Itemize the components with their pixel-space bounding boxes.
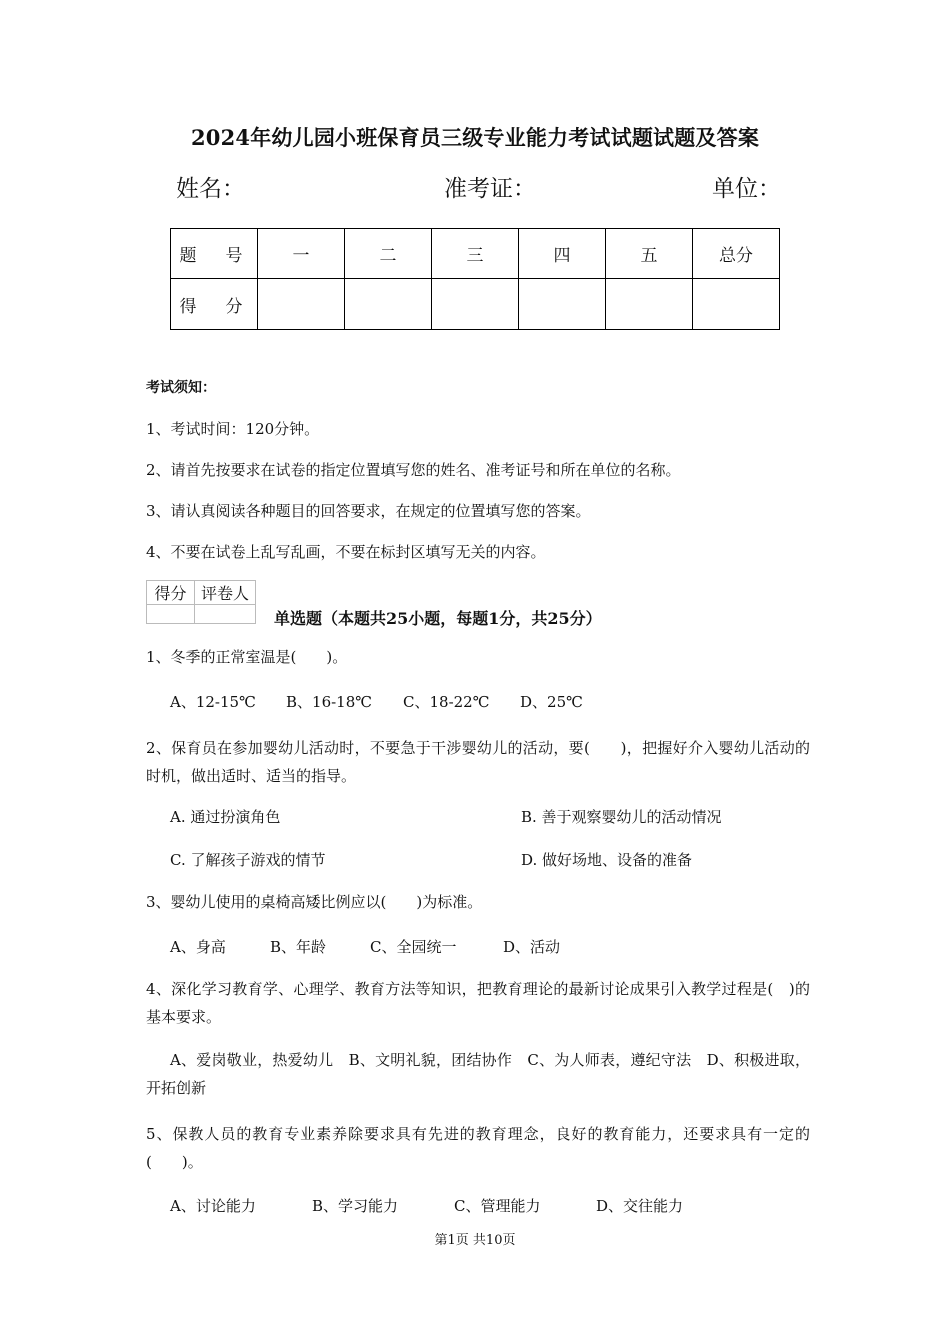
option: C. 了解孩子游戏的情节 [170,851,326,869]
question-stem: 5、保教人员的教育专业素养除要求具有先进的教育理念，良好的教育能力，还要求具有一定的( )。 [146,1125,810,1171]
question-stem: 4、深化学习教育学、心理学、教育方法等知识，把教育理论的最新讨论成果引入教学过程是( )的基本要求。 [146,980,810,1026]
score-table-cell: 一 [258,229,345,279]
score-table-score-row [171,279,780,330]
score-input-cell[interactable] [519,279,606,330]
option: A、身高 [170,938,226,956]
score-table-cell: 四 [519,229,606,279]
grader-box [146,580,256,624]
page-title: 2024年幼儿园小班保育员三级专业能力考试试题试题及答案 [190,125,760,150]
score-table-cell: 二 [345,229,432,279]
notice-item: 1、考试时间：120分钟。 [146,420,320,438]
notice-title: 考试须知： [146,380,216,396]
option: B、16-18℃ [286,693,373,711]
option: B、学习能力 [312,1197,399,1215]
exam-id-label: 准考证： [444,176,536,202]
option: A、讨论能力 [170,1197,256,1215]
score-input-cell[interactable] [606,279,693,330]
score-input-cell[interactable] [693,279,780,330]
score-table-cell: 五 [606,229,693,279]
score-table-cell: 题 号 [171,229,258,279]
option: C、全园统一 [370,938,457,956]
question-options: A、爱岗敬业，热爱幼儿 B、文明礼貌，团结协作 C、为人师表，遵纪守法 D、积极进取，开拓创新 [146,1051,810,1097]
score-row-label: 得 分 [171,279,258,330]
score-table-header-row [171,229,780,279]
grader-reviewer-cell[interactable] [195,605,256,624]
option: D. 做好场地、设备的准备 [521,851,693,869]
option: A. 通过扮演角色 [170,808,281,826]
score-input-cell[interactable] [432,279,519,330]
grader-score-cell[interactable] [147,605,195,624]
score-input-cell[interactable] [258,279,345,330]
grader-reviewer-label: 评卷人 [195,581,256,605]
question-stem: 2、保育员在参加婴幼儿活动时，不要急于干涉婴幼儿的活动，要( )，把握好介入婴幼儿活动的时机，做出适时、适当的指导。 [146,739,810,785]
option: C、管理能力 [454,1197,541,1215]
page-footer: 第1页 共10页 [434,1233,516,1248]
score-input-cell[interactable] [345,279,432,330]
score-table [170,228,780,330]
option: D、交往能力 [596,1197,684,1215]
question-stem: 1、冬季的正常室温是( )。 [146,648,348,666]
unit-label: 单位： [712,176,781,202]
option: C、18-22℃ [403,693,490,711]
option: B. 善于观察婴幼儿的活动情况 [521,808,722,826]
question-stem: 3、婴幼儿使用的桌椅高矮比例应以( )为标准。 [146,893,483,911]
notice-item: 3、请认真阅读各种题目的回答要求，在规定的位置填写您的答案。 [146,502,591,520]
option: D、25℃ [520,693,583,711]
grader-score-label: 得分 [147,581,195,605]
candidate-info-row [0,170,950,204]
option: B、年龄 [270,938,327,956]
score-table-cell: 三 [432,229,519,279]
notice-item: 4、不要在试卷上乱写乱画，不要在标封区填写无关的内容。 [146,543,546,561]
section-title: 单选题（本题共25小题，每题1分，共25分） [274,609,602,628]
option: D、活动 [503,938,561,956]
name-label: 姓名： [176,176,245,202]
notice-item: 2、请首先按要求在试卷的指定位置填写您的姓名、准考证号和所在单位的名称。 [146,461,681,479]
option: A、12-15℃ [170,693,256,711]
score-table-cell: 总分 [693,229,780,279]
